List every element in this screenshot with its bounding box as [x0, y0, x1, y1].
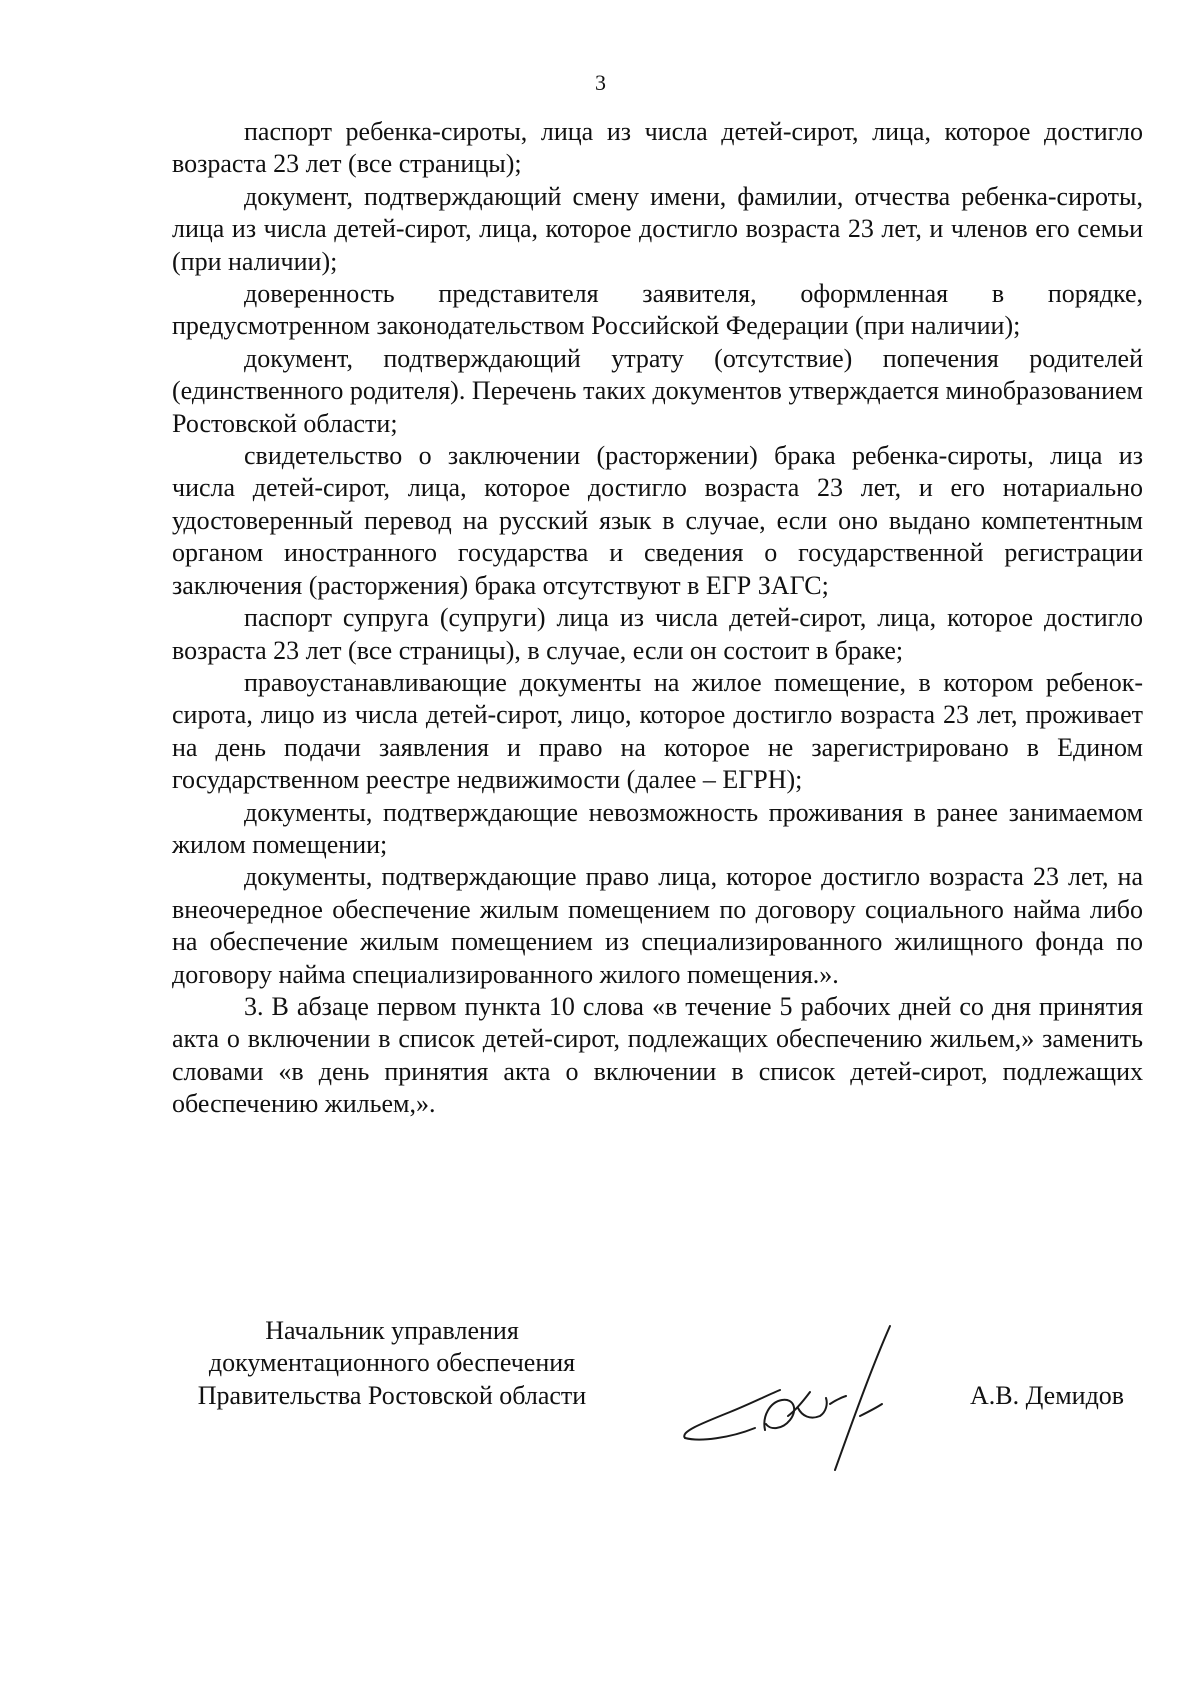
paragraph-priority-housing-right: документы, подтверждающие право лица, которое достигло возраста 23 лет, на внеочередное обеспечение жилым помещением по договору социального найма либо на обеспечение жилым помещением из специализированного жилищного фонда по договору найма специализированного жилого помещения.».	[172, 862, 1143, 989]
signatory-name: А.В. Демидов	[970, 1381, 1125, 1410]
document-body	[172, 116, 1143, 1121]
page-number: 3	[595, 70, 606, 95]
signatory-title	[172, 1315, 612, 1412]
handwritten-signature	[670, 1320, 970, 1480]
paragraph-impossibility-of-residence: документы, подтверждающие невозможность проживания в ранее занимаемом жилом помещении;	[172, 797, 1143, 859]
paragraph-name-change-document: документ, подтверждающий смену имени, фамилии, отчества ребенка-сироты, лица из числа детей-сирот, лица, которое достигло возраста 23 лет, и членов его семьи (при наличии);	[172, 181, 1143, 276]
signatory-title-line: документационного обеспечения	[208, 1348, 576, 1378]
paragraph-marriage-certificate: свидетельство о заключении (расторжении) брака ребенка-сироты, лица из числа детей-сирот, лица, которое достигло возраста 23 лет, и его нотариально удостоверенный перевод на русский язык в случае, если оно выдано компетентным органом иностранного государства и сведения о государственной регистрации заключения (расторжения) брака отсутствуют в ЕГР ЗАГС;	[172, 441, 1143, 600]
paragraph-amendment-item-3: 3. В абзаце первом пункта 10 слова «в течение 5 рабочих дней со дня принятия акта о включении в список детей-сирот, подлежащих обеспечению жильем,» заменить словами «в день принятия акта о включении в список детей-сирот, подлежащих обеспечению жильем,».	[172, 991, 1143, 1119]
paragraph-loss-of-parental-care: документ, подтверждающий утрату (отсутствие) попечения родителей (единственного родителя). Перечень таких документов утверждается минобразованием Ростовской области;	[172, 343, 1143, 438]
signatory-title-line: Начальник управления	[265, 1316, 519, 1345]
paragraph-power-of-attorney: доверенность представителя заявителя, оформленная в порядке, предусмотренном законодательством Российской Федерации (при наличии);	[172, 279, 1143, 341]
paragraph-title-documents: правоустанавливающие документы на жилое помещение, в котором ребенок-сирота, лицо из числа детей-сирот, лицо, которое достигло возраста 23 лет, проживает на день подачи заявления и право на которое не зарегистрировано в Едином государственном реестре недвижимости (далее – ЕГРН);	[172, 667, 1143, 795]
paragraph-passport-orphan: паспорт ребенка-сироты, лица из числа детей-сирот, лица, которое достигло возраста 23 лет (все страницы);	[172, 117, 1143, 179]
paragraph-spouse-passport: паспорт супруга (супруги) лица из числа детей-сирот, лица, которое достигло возраста 23 лет (все страницы), в случае, если он состоит в браке;	[172, 603, 1143, 665]
signatory-title-line: Правительства Ростовской области	[197, 1380, 587, 1410]
